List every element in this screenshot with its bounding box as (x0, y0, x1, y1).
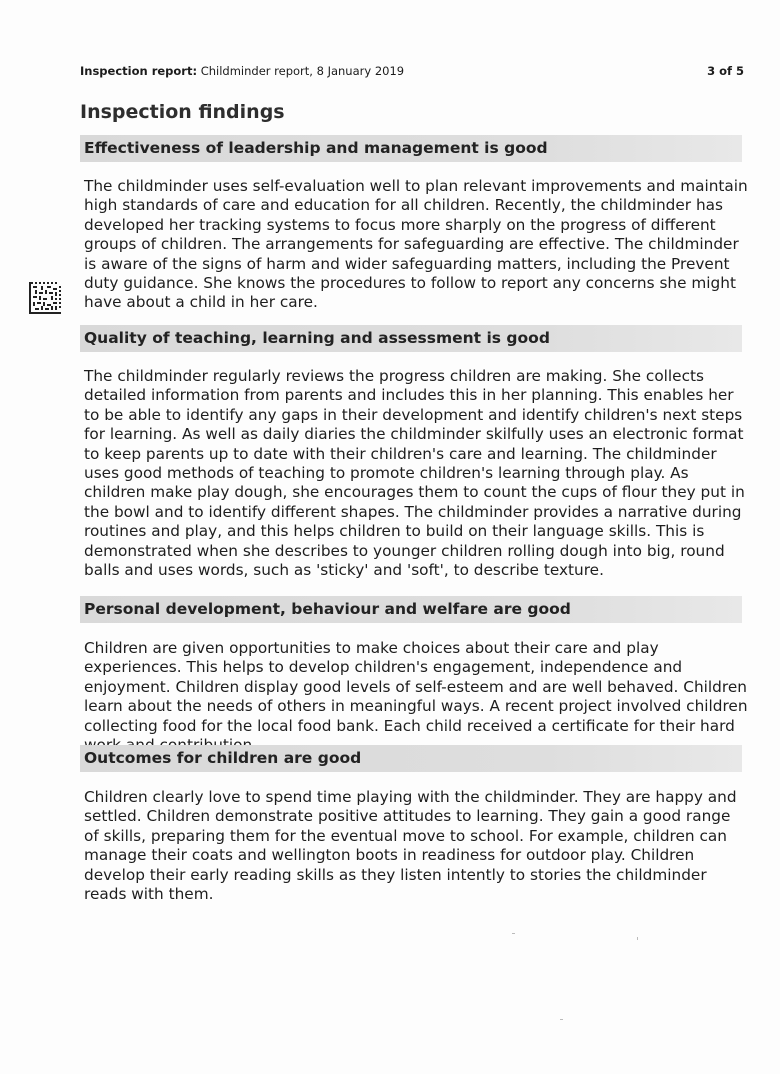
report-label: Inspection report: Childminder report, 8 January 2019 (80, 64, 405, 78)
section-heading-bar (80, 745, 742, 772)
scan-speck (637, 937, 638, 940)
section-heading-bar (80, 135, 742, 162)
section-heading: Personal development, behaviour and welfare are good (84, 600, 571, 618)
section-body: The childminder regularly reviews the progress children are making. She collects detailed information from parents and includes this in her planning. This enables her to be able to identify any gaps in their development and identify children's next steps for learning. As well as daily diaries the childminder skilfully uses an electronic format to keep parents up to date with their children's care and learning. The childminder uses good methods of teaching to promote children's learning through play. As children make play dough, she encourages them to count the cups of flour they put in the bowl and to identify different shapes. The childminder provides a narrative during routines and play, and this helps children to build on their language skills. This is demonstrated when she describes to younger children rolling dough into big, round balls and uses words, such as 'sticky' and 'soft', to describe texture. (84, 367, 745, 580)
section-heading-bar (80, 596, 742, 623)
page-title: Inspection findings (80, 101, 285, 123)
scan-speck (560, 1019, 563, 1020)
section-body: The childminder uses self-evaluation well to plan relevant improvements and maintain high standards of care and education for all children. Recently, the childminder has developed her tracking systems to focus more sharply on the progress of different groups of children. The arrangements for safeguarding are effective. The childminder is aware of the signs of harm and wider safeguarding matters, including the Prevent duty guidance. She knows the procedures to follow to report any concerns she might have about a child in her care. (84, 177, 748, 312)
section-heading: Effectiveness of leadership and management is good (84, 139, 548, 157)
section-body: Children clearly love to spend time playing with the childminder. They are happy and settled. Children demonstrate positive attitudes to learning. They gain a good range of skills, preparing them for the eventual move to school. For example, children can manage their coats and wellington boots in readiness for outdoor play. Children develop their early reading skills as they listen intently to stories the childminder reads with them. (84, 788, 737, 904)
scan-speck (512, 933, 515, 934)
page-number: 3 of 5 (707, 64, 744, 78)
section-body: Children are given opportunities to make choices about their care and play experiences. This helps to develop children's engagement, independence and enjoyment. Children display good levels of self-esteem and are well behaved. Children learn about the needs of others in meaningful ways. A recent project involved children collecting food for the local food bank. Each child received a certificate for their hard (84, 639, 748, 735)
datamatrix-code-icon (29, 282, 61, 314)
section-heading-bar (80, 325, 742, 352)
section-heading: Quality of teaching, learning and assessment is good (84, 329, 550, 347)
section-heading: Outcomes for children are good (84, 749, 362, 767)
page-header (80, 64, 744, 78)
